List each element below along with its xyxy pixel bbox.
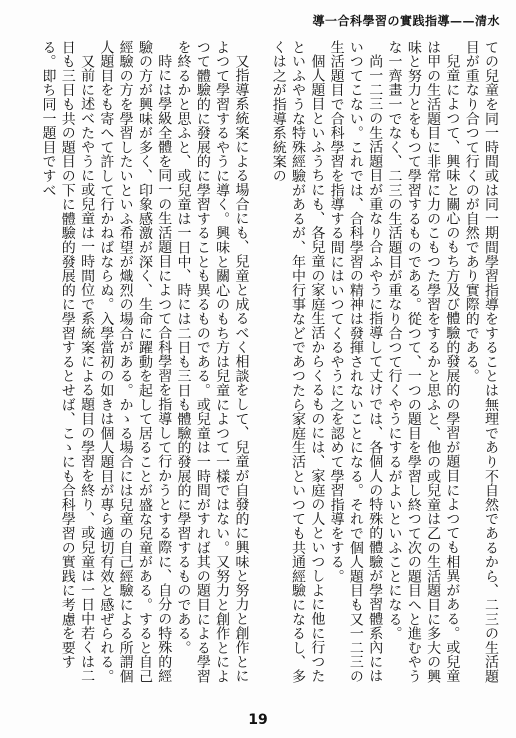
paragraph: 時には學級全體を同一の生活題目によつて合科學習を指導して行かうとする際に、自分の特殊的經驗の方が興味が多く、印象感激が深く、生命に躍動を起して居ることが盛な兒童がある。すると自己經驗の方を學習したいといふ希望が熾烈の場合がある。かゝる場合には兒童の自己經驗による所謂個人題目をも寄へて許して行かねばならぬ。入學當初の如きは個人題目が專ら適切有效と感ぜられる。 [98,40,173,684]
paragraph: ての兒童を同一時間或は同一期間學習指導をすることは無理であり不自然であるから、二三の生活題目が重なり合つて行くのが自然であり實際的である。 [463,40,499,684]
paragraph: 又指導系統案による場合にも、兒童と成るべく相談をして、兒童が自發的に興味と努力と創作とによつて學習するやうに導く。興味と關心のもち方は兒童によつて一樣ではない。又努力と創作とによつて體驗的に發展的に學習することも異るものである。或兒童は一時間がすれば其の題目による學習を終るかと思ふと、或兒童は一日中、時には二日も三日も體驗的發展的に學習するものである。 [175,40,250,684]
paragraph: 尚一二三の生活題目が重なり合ふやうに指導して丈けでは、各個人の特殊的體驗が學習體系內にはいつてこない。これでは、合科學習の精神は發揮されないことになる。それで個人題目も又一二三の生活題目で合科學習を指導する間にはいつてくるやうに之を認めて學習指導をする。 [328,40,384,684]
paragraph: 兒童によつて、興味と關心のもち方及び體驗的發展的の學習が題目によつても相異がある。或兒童は甲の生活題目に非常に力のこもつた學習をするかと思ふと、他の或兒童は乙の生活題目に多大の興味と努力とをもつて學習するものである。從つて、一つの題目を學習し終つて次の題目へと進むやうな一齊畫一でなく、二三の生活題目が重なり合つて行くやうにするがよいといふことになる。 [386,40,461,684]
page-number: 19 [248,712,268,728]
body-text [8,40,500,696]
paragraph: 個人題目といふうちにも、各兒童の家庭生活からくるものには、家庭の人といつしよに他に行つたといふやうな特殊經驗があるが、年中行事などであつたら家庭生活といつても共通經驗になるし、多くは之が指導系統案の [270,40,326,684]
running-head-text: 水清——導指践實の習學科合一導 [312,14,500,28]
paragraph: 又前に述べたやうに或兒童は一時間位で系統案による題目の學習を終り、或兒童は一日中若くは二日も三日も共の題目の下に體驗的發展的に學習するとせば、こゝにも合科學習の實践に考慮を要する。即ち同一題目ですべ [40,40,96,684]
column-gap [250,40,268,696]
running-head [0,12,500,29]
